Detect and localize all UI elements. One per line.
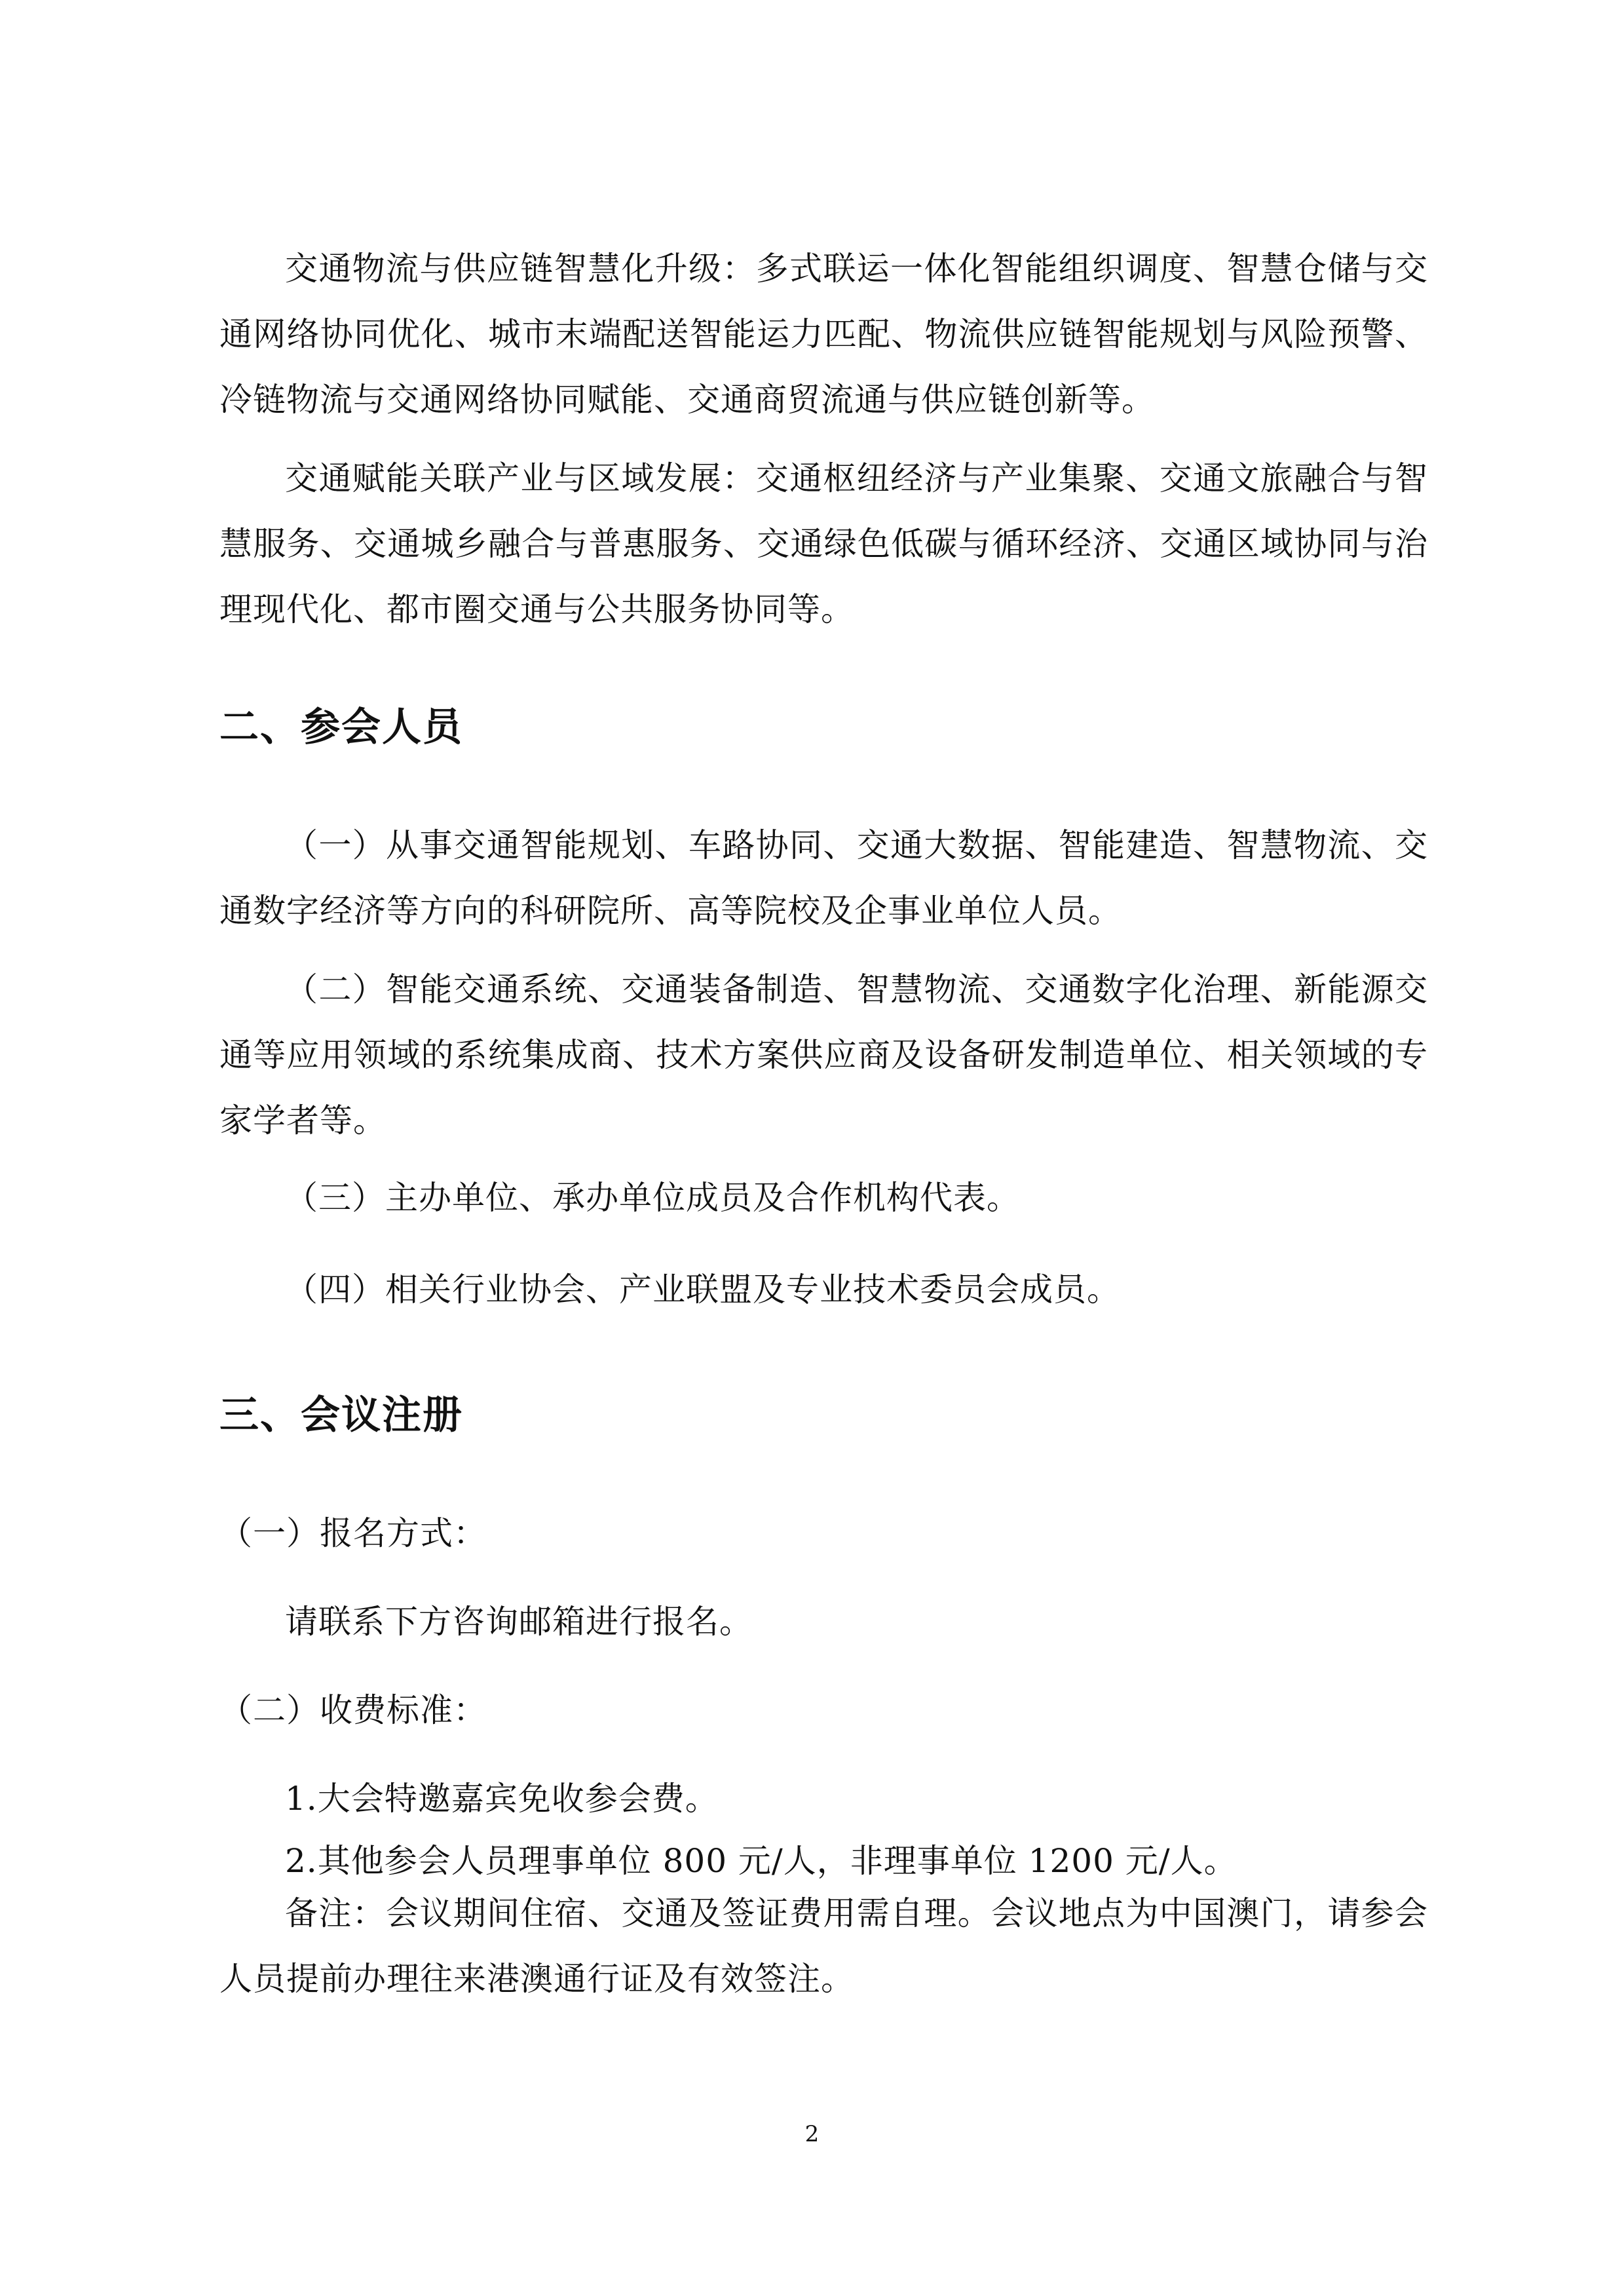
paragraph-regional-development: 交通赋能关联产业与区域发展：交通枢纽经济与产业集聚、交通文旅融合与智慧服务、交通城乡融合与普惠服务、交通绿色低碳与循环经济、交通区域协同与治理现代化、都市圈交通与公共服务协同等。 <box>219 459 1428 628</box>
registration-method-text: 请联系下方咨询邮箱进行报名。 <box>285 1603 753 1641</box>
fee-standard-label: （二）收费标准： <box>219 1691 487 1729</box>
attendee-item-2: （二）智能交通系统、交通装备制造、智慧物流、交通数字化治理、新能源交通等应用领域的系统集成商、技术方案供应商及设备研发制造单位、相关领域的专家学者等。 <box>219 970 1428 1139</box>
page-number: 2 <box>804 2121 820 2147</box>
paragraph-logistics-upgrade: 交通物流与供应链智慧化升级：多式联运一体化智能组织调度、智慧仓储与交通网络协同优化、城市末端配送智能运力匹配、物流供应链智能规划与风险预警、冷链物流与交通网络协同赋能、交通商贸流通与供应链创新等。 <box>219 250 1428 419</box>
fee-item-2: 2.其他参会人员理事单位 800 元/人，非理事单位 1200 元/人。 <box>285 1842 1237 1880</box>
registration-method-label: （一）报名方式： <box>219 1514 487 1552</box>
attendee-item-4: （四）相关行业协会、产业联盟及专业技术委员会成员。 <box>285 1271 1120 1309</box>
attendee-item-3: （三）主办单位、承办单位成员及合作机构代表。 <box>285 1179 1020 1217</box>
registration-note: 备注：会议期间住宿、交通及签证费用需自理。会议地点为中国澳门，请参会人员提前办理往来港澳通行证及有效签注。 <box>219 1894 1428 1998</box>
section-heading-attendees: 二、参会人员 <box>219 704 463 750</box>
fee-item-1: 1.大会特邀嘉宾免收参会费。 <box>285 1780 719 1818</box>
attendee-item-1: （一）从事交通智能规划、车路协同、交通大数据、智能建造、智慧物流、交通数字经济等方向的科研院所、高等院校及企事业单位人员。 <box>219 826 1428 930</box>
section-heading-registration: 三、会议注册 <box>219 1392 463 1438</box>
